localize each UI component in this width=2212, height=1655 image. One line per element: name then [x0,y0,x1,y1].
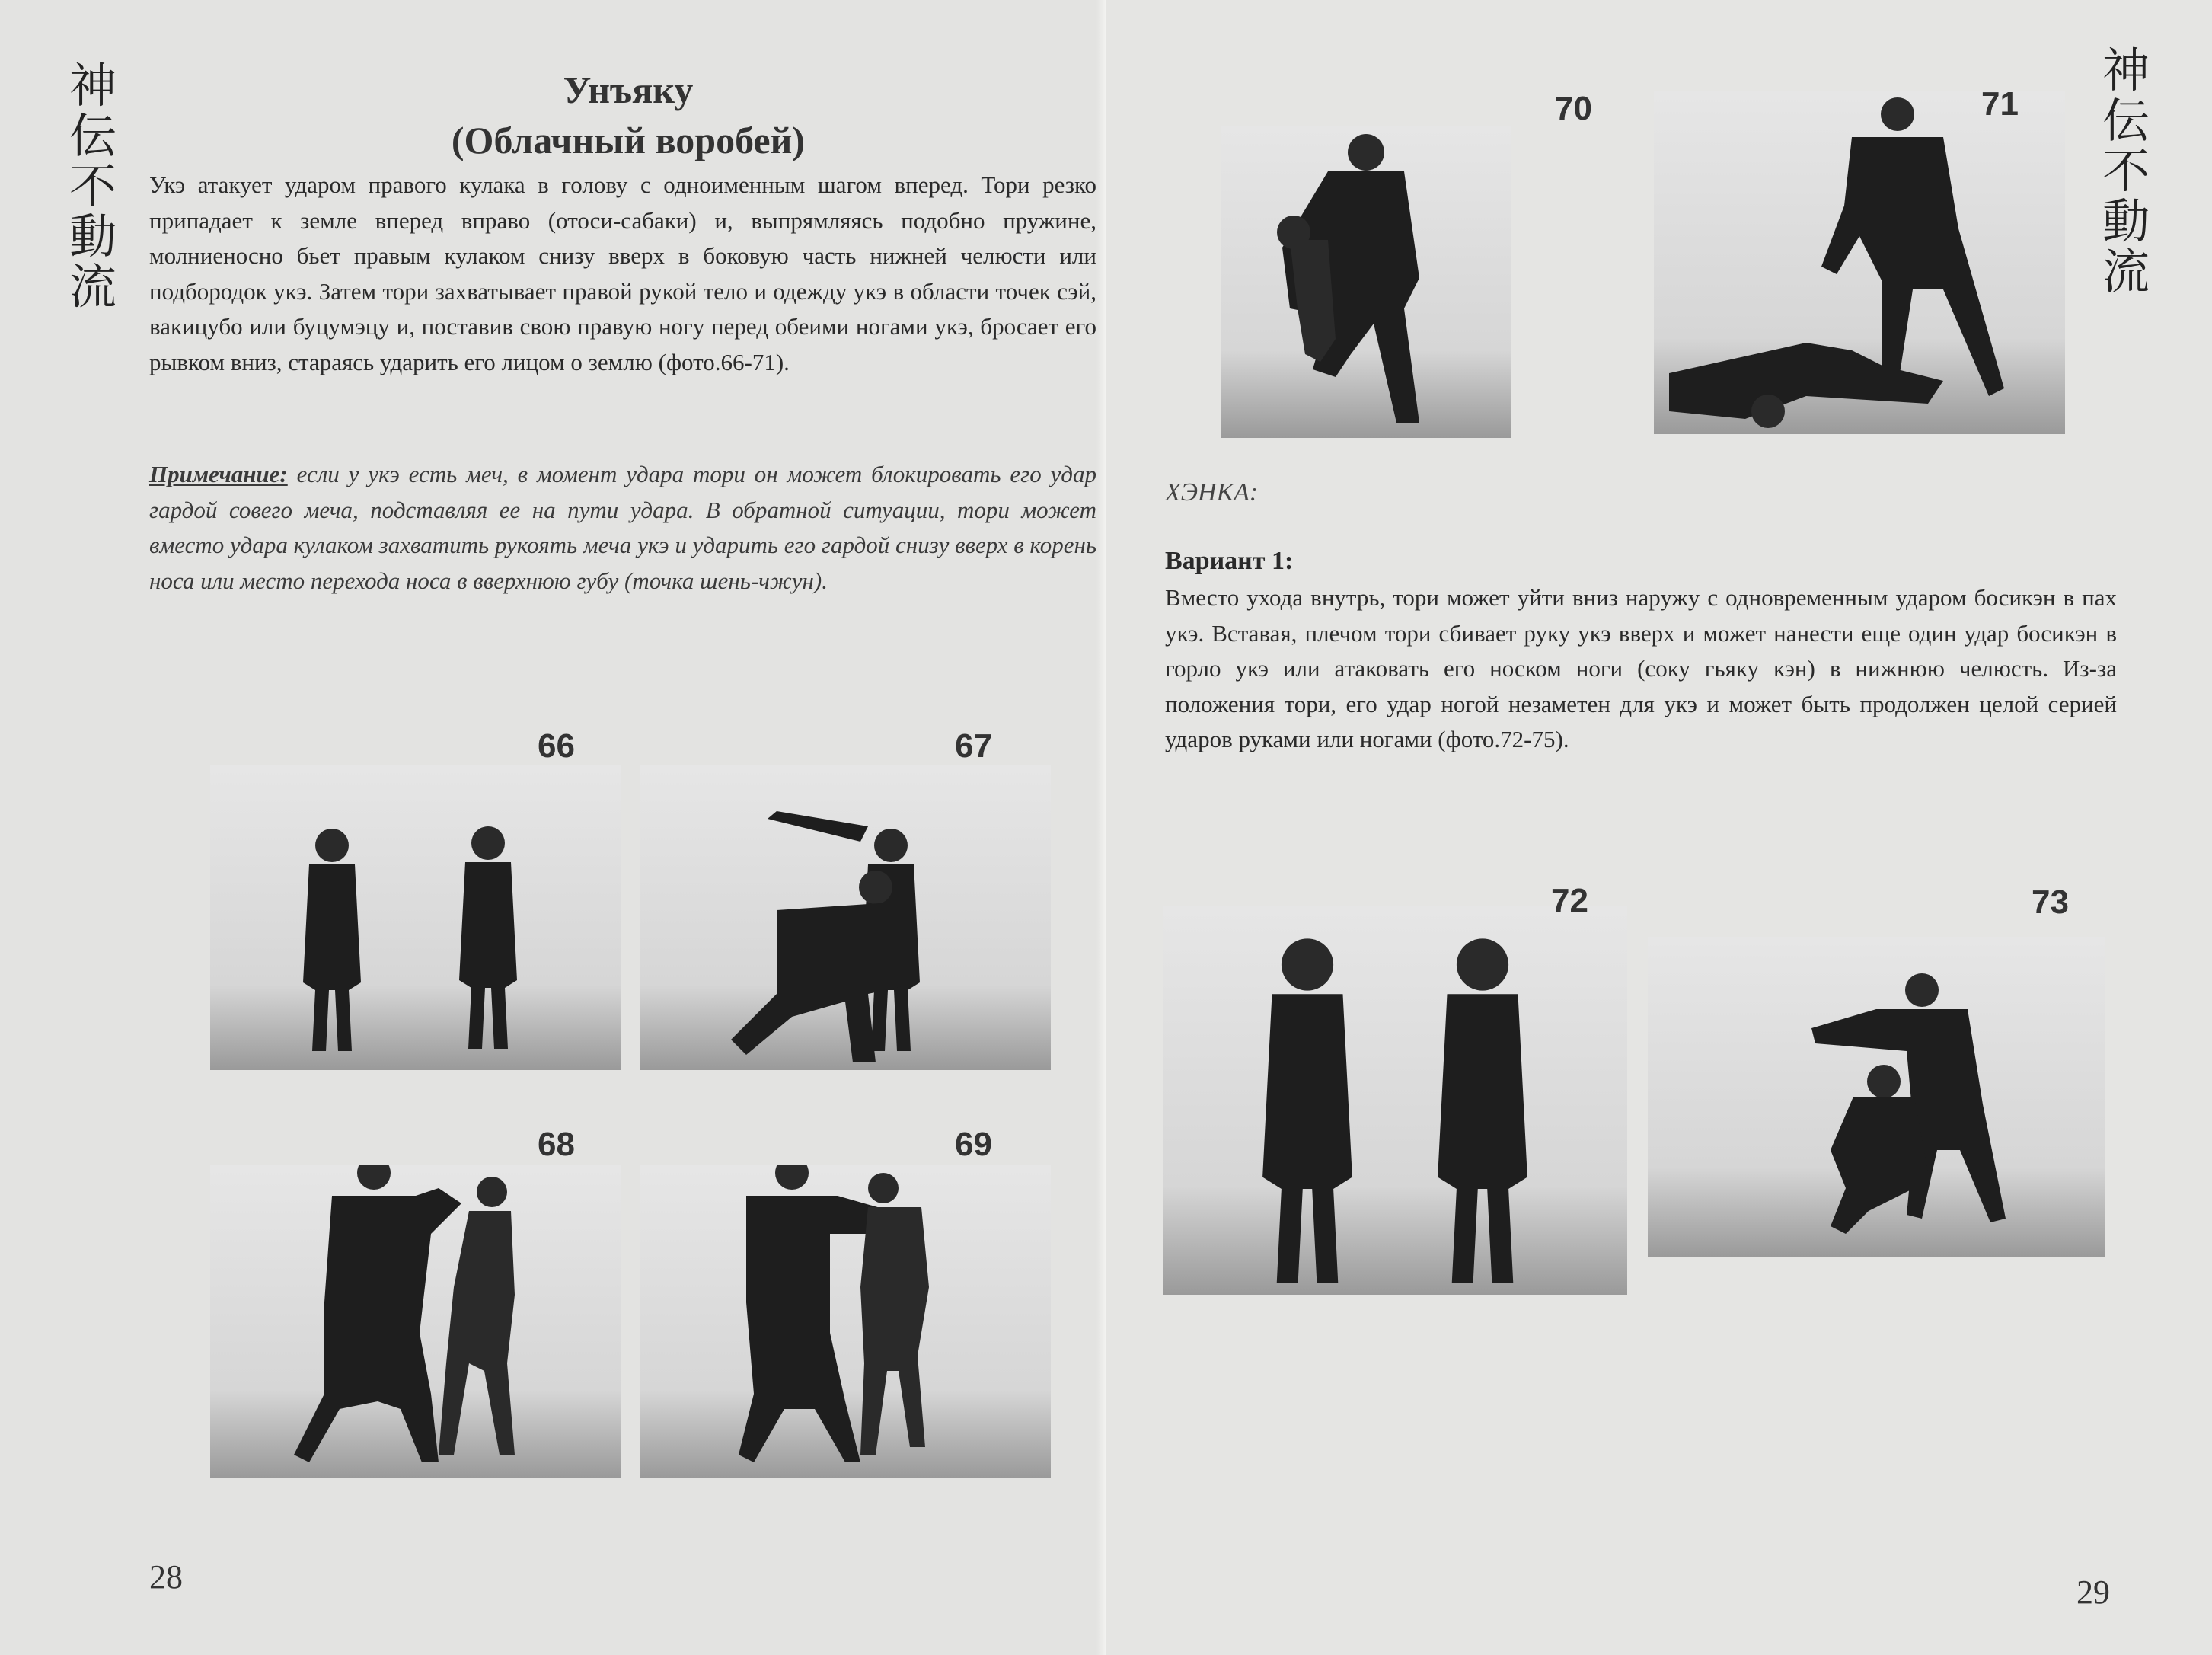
chapter-title: Унъяку [563,69,694,111]
kanji-char: 動 [69,209,117,264]
page-number-right: 29 [2076,1574,2110,1611]
figure-number-72: 72 [1551,882,1588,919]
photo-71 [1654,91,2065,434]
kanji-char: 流 [2102,244,2150,299]
figure-number-66: 66 [538,727,575,765]
kanji-column-right [2095,43,2156,299]
kanji-char: 流 [69,259,117,315]
figure-number-71: 71 [1981,85,2019,123]
photo-73 [1648,937,2105,1257]
body-text: Укэ атакует ударом правого кулака в голову с одноименным шагом вперед. Тори резко припадает к земле вперед вправо (отоси-сабаки) и, выпрямляясь подобно пружине, молниеносно бьет правым кулаком снизу вверх в боковую часть нижней челюсти или подбородок укэ. Затем тори захватывает правой рукой тело и одежду укэ в области точек сэй, вакицубо или буцумэцу и, поставив свою правую ногу перед обеими ногами укэ, бросает его рывком вниз, стараясь ударить его лицом о землю (фото.66-71). [149,171,1096,375]
kanji-char: 不 [69,158,117,214]
photo-68 [210,1165,621,1478]
figure-number-69: 69 [955,1126,992,1163]
figure-number-73: 73 [2032,883,2069,921]
variant-text: Вместо ухода внутрь, тори может уйти вниз наружу с одновременным ударом босикэн в пах укэ. Вставая, плечом тори сбивает руку укэ вверх и может нанести еще один удар босикэн в горло укэ или атаковать его носком ноги (соку гьяку кэн) в нижнюю челюсть. Из-за положения тори, его удар ногой незаметен для укэ и может быть продолжен целой серией ударов руками или ногами (фото.72-75). [1165,584,2117,752]
kanji-char: 不 [2102,143,2150,199]
photo-70 [1221,126,1511,438]
kanji-char: 伝 [2102,93,2150,149]
figure-number-70: 70 [1555,90,1592,127]
note-text: если у укэ есть меч, в момент удара тори он может блокировать его удар гардой совего меча, подставляя ее на пути удара. В обратной ситуации, тори может вместо удара кулаком захватить рукоять меча укэ и ударить его гардой снизу вверх в корень носа или место перехода носа в вверхнюю губу (точка шень-чжун). [149,461,1096,594]
photo-67 [640,765,1051,1070]
figure-number-68: 68 [538,1126,575,1163]
variant-paragraph [1165,580,2117,758]
kanji-char: 伝 [69,108,117,164]
note-label: Примечание: [149,461,288,487]
photo-72 [1163,906,1627,1295]
kanji-column-left [62,58,123,315]
photo-69 [640,1165,1051,1478]
kanji-char: 神 [69,58,117,113]
note-paragraph [149,457,1096,599]
photo-66 [210,765,621,1070]
right-page [1106,0,2212,1655]
figure-number-67: 67 [955,727,992,765]
variant-label: Вариант 1: [1165,547,1294,575]
section-label: ХЭНКА: [1165,478,1259,506]
kanji-char: 神 [2102,43,2150,98]
kanji-char: 動 [2102,193,2150,249]
chapter-subtitle: (Облачный воробей) [451,119,806,161]
page-number-left: 28 [149,1558,183,1596]
body-paragraph [149,168,1096,380]
